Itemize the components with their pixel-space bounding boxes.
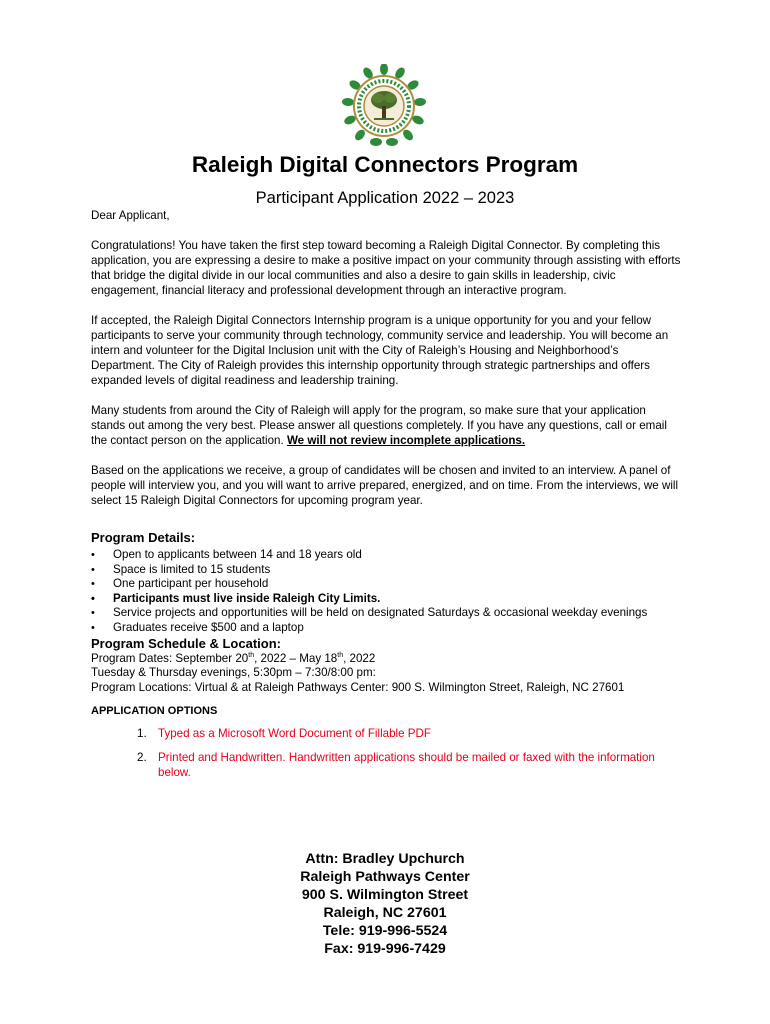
list-item: • One participant per household (91, 577, 683, 592)
application-options-heading: APPLICATION OPTIONS (91, 705, 218, 718)
city-of-raleigh-oak-seal-icon (340, 64, 428, 148)
program-dates-middle: , 2022 – May 18 (254, 651, 338, 665)
list-item (91, 726, 683, 741)
paragraph-application-text: Many students from around the City of Raleigh will apply for the program, so make sure that your application stands out among the very best. Please answer all questions completely. If you have any questions, call or email the contact person on the application. (91, 404, 667, 447)
list-item: • Open to applicants between 14 and 18 years old (91, 548, 683, 563)
list-item: • Space is limited to 15 students (91, 563, 683, 578)
ordinal-suffix: th (337, 651, 344, 659)
paragraph-internship: If accepted, the Raleigh Digital Connectors Internship program is a unique opportunity for you and your fellow participants to serve your community through technology, community service and leadership. You will become an intern and volunteer for the Digital Inclusion unit with the City of Raleigh’s Housing and Neighborhood’s Department. The City of Raleigh provides this internship opportunity through strategic partnerships and offers expanded levels of digital readiness and leadership training. (91, 314, 669, 387)
contact-organization: Raleigh Pathways Center (300, 869, 470, 885)
option-number: 1. (137, 727, 147, 741)
letter-body (91, 208, 683, 789)
paragraph-interview: Based on the applications we receive, a group of candidates will be chosen and invited to an interview. A panel of people will interview you, and you will want to arrive prepared, energized, and on time. From the interviews, we will select 15 Raleigh Digital Connectors for upcoming program year. (91, 464, 679, 507)
list-item (91, 750, 683, 780)
incomplete-applications-warning: We will not review incomplete applications. (286, 434, 526, 447)
paragraph-congratulations: Congratulations! You have taken the first step toward becoming a Raleigh Digital Connector. By completing this application, you are expressing a desire to make a positive impact on your community through assisting with efforts that bridge the digital divide in our local communities and also a desire to gain skills in leadership, civic engagement, financial literacy and professional development through an interactive program. (91, 239, 681, 297)
program-schedule-heading: Program Schedule & Location: (91, 635, 281, 651)
program-details-list (91, 548, 683, 636)
program-dates (91, 652, 683, 667)
option-number: 2. (137, 751, 147, 765)
list-item: • Participants must live inside Raleigh City Limits. (91, 592, 683, 607)
program-dates-suffix: , 2022 (343, 651, 376, 665)
program-times: Tuesday & Thursday evenings, 5:30pm – 7:30/8:00 pm: (91, 666, 376, 680)
program-details-heading: Program Details: (91, 530, 196, 545)
contact-fax: Fax: 919-996-7429 (324, 941, 446, 957)
greeting: Dear Applicant, (91, 209, 170, 222)
ordinal-suffix: th (248, 651, 255, 659)
page-title: Raleigh Digital Connectors Program (191, 152, 579, 177)
contact-attn: Attn: Bradley Upchurch (305, 851, 465, 867)
contact-city: Raleigh, NC 27601 (323, 905, 447, 921)
list-item: • Service projects and opportunities will be held on designated Saturdays & occasional weekday evenings (91, 606, 683, 621)
contact-street: 900 S. Wilmington Street (301, 887, 469, 903)
program-locations: Program Locations: Virtual & at Raleigh Pathways Center: 900 S. Wilmington Street, Raleigh, NC 27601 (91, 680, 625, 694)
contact-telephone: Tele: 919-996-5524 (322, 923, 448, 939)
list-item: • Graduates receive $500 and a laptop (91, 621, 683, 636)
option-text: Typed as a Microsoft Word Document of Fillable PDF (158, 727, 431, 741)
city-seal-logo (340, 64, 428, 148)
program-dates-prefix: Program Dates: September 20 (91, 651, 249, 665)
page-subtitle: Participant Application 2022 – 2023 (255, 189, 515, 207)
contact-address-block (0, 850, 770, 958)
paragraph-application-guidance (91, 403, 683, 448)
application-options-list (91, 726, 683, 780)
option-text: Printed and Handwritten. Handwritten applications should be mailed or faxed with the information below. (158, 751, 655, 780)
